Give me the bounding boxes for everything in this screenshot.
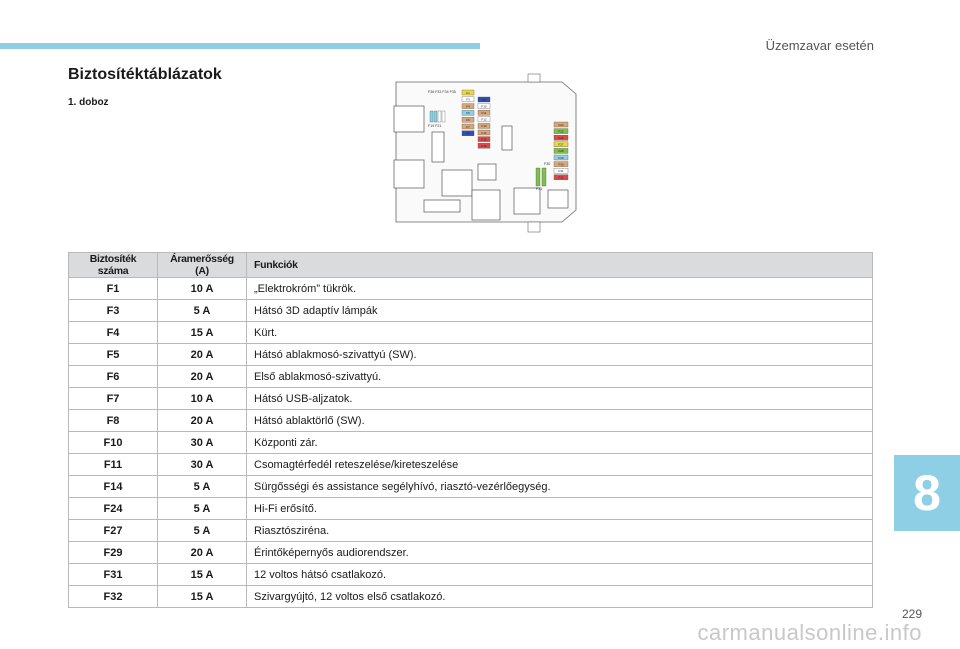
fuse-number-cell: F1 xyxy=(69,278,158,300)
table-row xyxy=(69,410,873,432)
page-number: 229 xyxy=(901,607,922,621)
function-cell: Riasztósziréna. xyxy=(247,520,873,542)
table-row xyxy=(69,454,873,476)
diagram-fuse-label: F1 xyxy=(466,90,470,95)
diagram-fuse-label: F7 xyxy=(466,124,470,129)
fuse-number-cell: F27 xyxy=(69,520,158,542)
amperage-cell: 5 A xyxy=(158,300,247,322)
header-accent-bar xyxy=(0,43,480,49)
table-row xyxy=(69,476,873,498)
amperage-cell: 20 A xyxy=(158,410,247,432)
fuse-number-cell: F7 xyxy=(69,388,158,410)
amperage-cell: 15 A xyxy=(158,322,247,344)
function-cell: 12 voltos hátsó csatlakozó. xyxy=(247,564,873,586)
fuse-box-diagram xyxy=(384,72,584,237)
diagram-fuse-label: F11 xyxy=(481,111,487,115)
diagram-fuse-label: F24 xyxy=(558,122,564,127)
fuse-number-cell: F29 xyxy=(69,542,158,564)
amperage-cell: 10 A xyxy=(158,388,247,410)
amperage-cell: 5 A xyxy=(158,476,247,498)
diagram-fuse-label: F13 xyxy=(481,124,487,129)
watermark: carmanualsonline.info xyxy=(697,620,922,645)
table-row xyxy=(69,432,873,454)
amperage-cell: 20 A xyxy=(158,366,247,388)
amperage-cell: 20 A xyxy=(158,542,247,564)
table-row xyxy=(69,564,873,586)
page-title: Biztosítéktáblázatok xyxy=(68,66,222,83)
function-cell: Csomagtérfedél reteszelése/kireteszelése xyxy=(247,454,873,476)
diagram-fuse-label: F5 xyxy=(466,111,470,116)
function-cell: Érintőképernyős audiorendszer. xyxy=(247,542,873,564)
amperage-cell: 30 A xyxy=(158,432,247,454)
table-row xyxy=(69,278,873,300)
diagram-fuse-label: F16 xyxy=(481,144,487,148)
diagram-fuse-label: F9 xyxy=(482,97,486,102)
table-row xyxy=(69,498,873,520)
amperage-cell: 5 A xyxy=(158,498,247,520)
fuse-number-cell: F14 xyxy=(69,476,158,498)
diagram-fuse-label: F14 xyxy=(481,130,487,135)
amperage-cell: 15 A xyxy=(158,564,247,586)
fuse-number-cell: F6 xyxy=(69,366,158,388)
diagram-fuse-label: F3 xyxy=(466,97,470,102)
function-cell: Hátsó ablaktörlő (SW). xyxy=(247,410,873,432)
table-row xyxy=(69,344,873,366)
fuse-number-cell: F10 xyxy=(69,432,158,454)
fuse-number-cell: F4 xyxy=(69,322,158,344)
diagram-fuse-label: F30 xyxy=(558,162,564,167)
amperage-cell: 10 A xyxy=(158,278,247,300)
function-cell: „Elektrokróm” tükrök. xyxy=(247,278,873,300)
chapter-tab: 8 xyxy=(894,455,960,531)
fuse-number-cell: F24 xyxy=(69,498,158,520)
amperage-cell: 5 A xyxy=(158,520,247,542)
table-row xyxy=(69,300,873,322)
function-cell: Hi-Fi erősítő. xyxy=(247,498,873,520)
function-cell: Hátsó USB-aljzatok. xyxy=(247,388,873,410)
diagram-label-left: F19 F21 xyxy=(428,124,442,128)
header-fuse-number: Biztosíték száma xyxy=(69,253,158,278)
header-functions: Funkciók xyxy=(247,253,873,278)
amperage-cell: 15 A xyxy=(158,586,247,608)
diagram-fuse-label: F15 xyxy=(481,137,487,142)
function-cell: Kürt. xyxy=(247,322,873,344)
table-row xyxy=(69,322,873,344)
section-title: Üzemzavar esetén xyxy=(765,38,874,53)
diagram-label-f31: F31 xyxy=(536,187,543,191)
fuse-number-cell: F3 xyxy=(69,300,158,322)
diagram-fuse-label: F28 xyxy=(558,149,564,154)
box-label: 1. doboz xyxy=(68,97,109,108)
table-row xyxy=(69,366,873,388)
table-header-row xyxy=(69,253,873,278)
diagram-fuse-label: F25 xyxy=(558,129,564,134)
amperage-cell: 30 A xyxy=(158,454,247,476)
diagram-fuse-label: F26 xyxy=(558,136,564,140)
table-row xyxy=(69,586,873,608)
fuse-number-cell: F8 xyxy=(69,410,158,432)
fuse-number-cell: F11 xyxy=(69,454,158,476)
diagram-fuse-label: F29 xyxy=(558,155,564,160)
diagram-fuse-label: F27 xyxy=(558,142,564,147)
diagram-fuse-label: F6 xyxy=(466,118,470,122)
diagram-fuse-label: F4 xyxy=(466,104,470,109)
function-cell: Központi zár. xyxy=(247,432,873,454)
fuse-number-cell: F31 xyxy=(69,564,158,586)
diagram-fuse-label: F10 xyxy=(481,104,487,109)
diagram-label-f30: F30 xyxy=(544,162,551,166)
diagram-fuse-label: F31 xyxy=(558,169,564,173)
function-cell: Első ablakmosó-szivattyú. xyxy=(247,366,873,388)
fuse-number-cell: F5 xyxy=(69,344,158,366)
amperage-cell: 20 A xyxy=(158,344,247,366)
fuse-number-cell: F32 xyxy=(69,586,158,608)
diagram-fuse-label: F32 xyxy=(558,175,564,180)
function-cell: Sürgősségi és assistance segélyhívó, riasztó-vezérlőegység. xyxy=(247,476,873,498)
function-cell: Hátsó ablakmosó-szivattyú (SW). xyxy=(247,344,873,366)
function-cell: Hátsó 3D adaptív lámpák xyxy=(247,300,873,322)
diagram-label-top: F36 F33 F34 F35 xyxy=(428,90,456,94)
diagram-fuse-label: F12 xyxy=(481,117,487,122)
table-row xyxy=(69,388,873,410)
diagram-fuse-label: F8 xyxy=(466,131,470,136)
header-amperage: Áramerősség (A) xyxy=(158,253,247,278)
function-cell: Szivargyújtó, 12 voltos első csatlakozó. xyxy=(247,586,873,608)
table-row xyxy=(69,520,873,542)
fuse-table xyxy=(68,252,873,608)
table-row xyxy=(69,542,873,564)
